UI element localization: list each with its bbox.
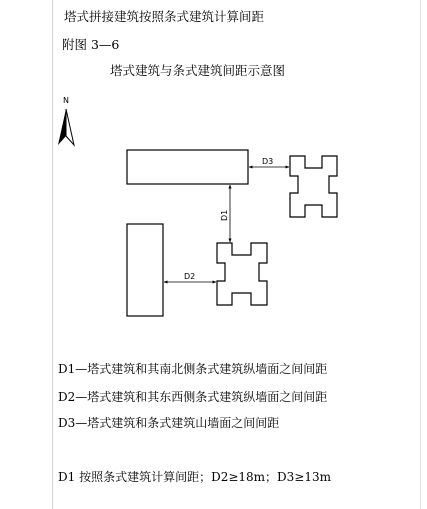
document-title: 塔式拼接建筑按照条式建筑计算间距 xyxy=(64,9,265,24)
tower-building-south xyxy=(217,243,267,305)
dimension-d3 xyxy=(249,157,289,167)
north-arrow-right-half xyxy=(66,109,74,145)
figure-label: 附图 3—6 xyxy=(62,37,120,52)
north-arrow-left-half xyxy=(58,109,66,145)
spacing-note: D1 按照条式建筑计算间距；D2≥18m；D3≥13m xyxy=(58,470,331,484)
tower-building-east xyxy=(290,156,337,217)
figure-caption: 塔式建筑与条式建筑间距示意图 xyxy=(110,63,286,78)
dimension-d2 xyxy=(164,272,216,282)
legend-item-d1: D1—塔式建筑和其南北侧条式建筑纵墙面之间间距 xyxy=(58,362,328,376)
dimension-label-d3: D3 xyxy=(262,157,274,166)
dimension-label-d2: D2 xyxy=(184,272,196,281)
north-label: N xyxy=(63,96,69,105)
dimension-d1 xyxy=(220,185,230,242)
slab-building-west xyxy=(127,224,163,316)
north-arrow xyxy=(58,96,74,145)
dimension-label-d1: D1 xyxy=(220,209,229,221)
legend-item-d3: D3—塔式建筑和条式建筑山墙面之间间距 xyxy=(58,416,280,430)
slab-building-north xyxy=(127,150,248,184)
legend-item-d2: D2—塔式建筑和其东西侧条式建筑纵墙面之间间距 xyxy=(58,390,328,404)
